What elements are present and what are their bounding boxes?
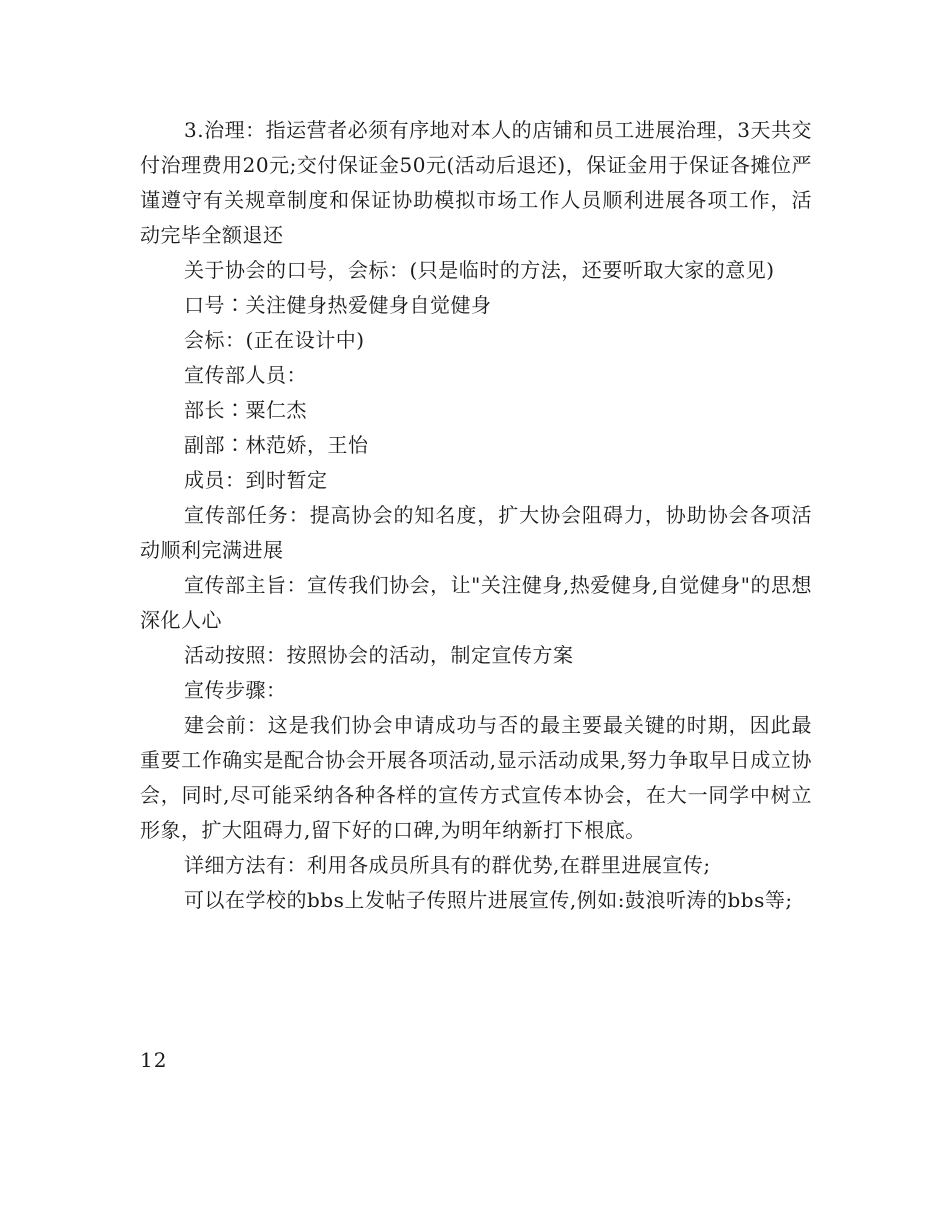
paragraph-management-fees: 3.治理：指运营者必须有序地对本人的店铺和员工进展治理，3天共交付治理费用20元;交付保证金50元(活动后退还)，保证金用于保证各摊位严谨遵守有关规章制度和保证协助模拟市场工作人员顺利进展各项工作，活动完毕全额退还 — [140, 118, 812, 247]
paragraph-publicity-staff: 宣传部人员： — [184, 363, 307, 387]
paragraph-slogan-logo-intro: 关于协会的口号，会标：(只是临时的方法，还要听取大家的意见) — [184, 258, 775, 282]
page-number: 12 — [140, 1048, 168, 1072]
paragraph-slogan: 口号∶关注健身热爱健身自觉健身 — [184, 293, 492, 317]
paragraph-before-founding: 建会前：这是我们协会申请成功与否的最主要最关键的时期，因此最重要工作确实是配合协会开展各项活动,显示活动成果,努力争取早日成立协会，同时,尽可能采纳各种各样的宣传方式宣传本协会，在大一同学中树立形象，扩大阻碍力,留下好的口碑,为明年纳新打下根底。 — [140, 713, 812, 842]
paragraph-publicity-purpose: 宣传部主旨：宣传我们协会，让"关注健身,热爱健身,自觉健身"的思想深化人心 — [140, 573, 812, 632]
document-body — [140, 113, 812, 918]
paragraph-detailed-methods: 详细方法有：利用各成员所具有的群优势,在群里进展宣传; — [184, 853, 711, 877]
paragraph-publicity-tasks: 宣传部任务：提高协会的知名度，扩大协会阻碍力，协助协会各项活动顺利完满进展 — [140, 503, 812, 562]
paragraph-activity-basis: 活动按照：按照协会的活动，制定宣传方案 — [184, 643, 574, 667]
paragraph-publicity-steps: 宣传步骤： — [184, 678, 287, 702]
paragraph-bbs-method: 可以在学校的bbs上发帖子传照片进展宣传,例如:鼓浪听涛的bbs等; — [184, 888, 793, 912]
paragraph-deputy: 副部∶林范娇，王怡 — [184, 433, 369, 457]
paragraph-minister: 部长∶粟仁杰 — [184, 398, 307, 422]
paragraph-logo: 会标：(正在设计中) — [184, 328, 365, 352]
paragraph-members: 成员：到时暂定 — [184, 468, 328, 492]
